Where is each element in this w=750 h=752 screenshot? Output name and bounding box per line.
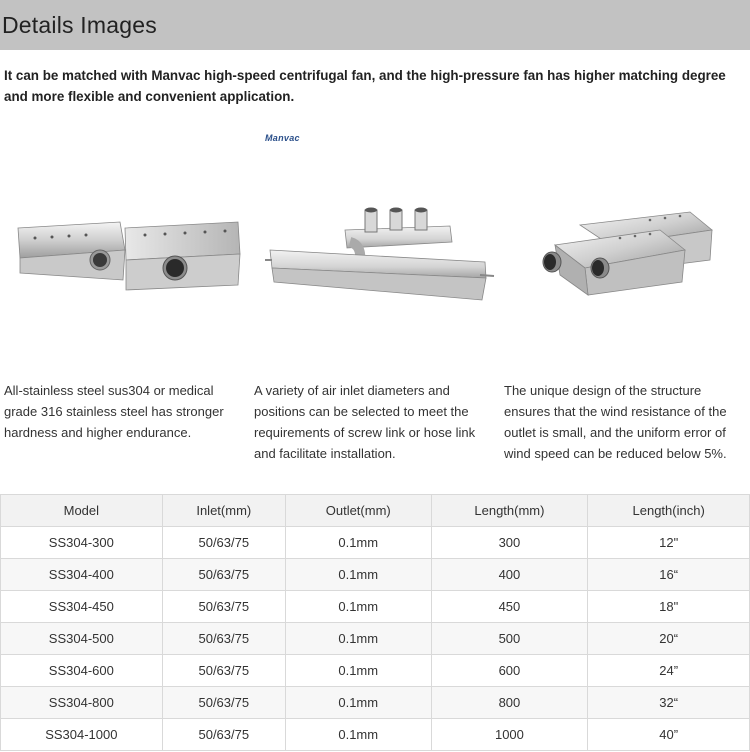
table-row <box>1 559 750 591</box>
table-cell: 20“ <box>588 623 750 655</box>
table-cell: 50/63/75 <box>162 687 285 719</box>
table-cell: 800 <box>431 687 588 719</box>
table-cell: SS304-300 <box>1 527 163 559</box>
section-title: Details Images <box>2 11 157 38</box>
caption-2: A variety of air inlet diameters and positions can be selected to meet the requirements of screw link or hose link and facilitate installation. <box>254 383 476 461</box>
column-header: Model <box>1 495 163 527</box>
table-cell: 50/63/75 <box>162 655 285 687</box>
table-cell: 0.1mm <box>285 559 431 591</box>
table-cell: 12" <box>588 527 750 559</box>
table-cell: 50/63/75 <box>162 559 285 591</box>
section-header <box>0 0 750 50</box>
table-row <box>1 623 750 655</box>
brand-logo: Manvac <box>265 133 300 143</box>
table-cell: 18" <box>588 591 750 623</box>
table-cell: 50/63/75 <box>162 527 285 559</box>
table-cell: 1000 <box>431 719 588 751</box>
column-header: Length(mm) <box>431 495 588 527</box>
table-cell: 50/63/75 <box>162 591 285 623</box>
table-cell: SS304-500 <box>1 623 163 655</box>
table-cell: 400 <box>431 559 588 591</box>
table-row <box>1 719 750 751</box>
table-cell: 600 <box>431 655 588 687</box>
table-row <box>1 687 750 719</box>
intro-text: It can be matched with Manvac high-speed centrifugal fan, and the high-pressure fan has higher matching degree and more flexible and convenient application. <box>4 68 726 104</box>
table-cell: 0.1mm <box>285 527 431 559</box>
table-cell: 32“ <box>588 687 750 719</box>
table-cell: 0.1mm <box>285 591 431 623</box>
table-cell: 0.1mm <box>285 655 431 687</box>
column-header: Outlet(mm) <box>285 495 431 527</box>
table-cell: SS304-400 <box>1 559 163 591</box>
table-cell: 16“ <box>588 559 750 591</box>
product-image-2 <box>250 150 495 365</box>
table-cell: 40” <box>588 719 750 751</box>
table-cell: 0.1mm <box>285 719 431 751</box>
table-header-row <box>1 495 750 527</box>
table-cell: SS304-800 <box>1 687 163 719</box>
table-cell: SS304-450 <box>1 591 163 623</box>
table-cell: 0.1mm <box>285 687 431 719</box>
table-cell: 24” <box>588 655 750 687</box>
table-cell: 50/63/75 <box>162 719 285 751</box>
table-row <box>1 527 750 559</box>
specs-table <box>0 494 750 751</box>
table-row <box>1 655 750 687</box>
table-cell: 0.1mm <box>285 623 431 655</box>
table-cell: 50/63/75 <box>162 623 285 655</box>
table-cell: 300 <box>431 527 588 559</box>
table-row <box>1 591 750 623</box>
column-header: Length(inch) <box>588 495 750 527</box>
table-cell: SS304-600 <box>1 655 163 687</box>
caption-3: The unique design of the structure ensures that the wind resistance of the outlet is small, and the uniform error of wind speed can be reduced below 5%. <box>504 383 727 461</box>
table-cell: 450 <box>431 591 588 623</box>
product-image-3 <box>500 150 745 365</box>
caption-1: All-stainless steel sus304 or medical grade 316 stainless steel has stronger hardness and higher endurance. <box>4 383 224 440</box>
table-cell: SS304-1000 <box>1 719 163 751</box>
column-header: Inlet(mm) <box>162 495 285 527</box>
product-image-1 <box>0 150 245 365</box>
table-cell: 500 <box>431 623 588 655</box>
